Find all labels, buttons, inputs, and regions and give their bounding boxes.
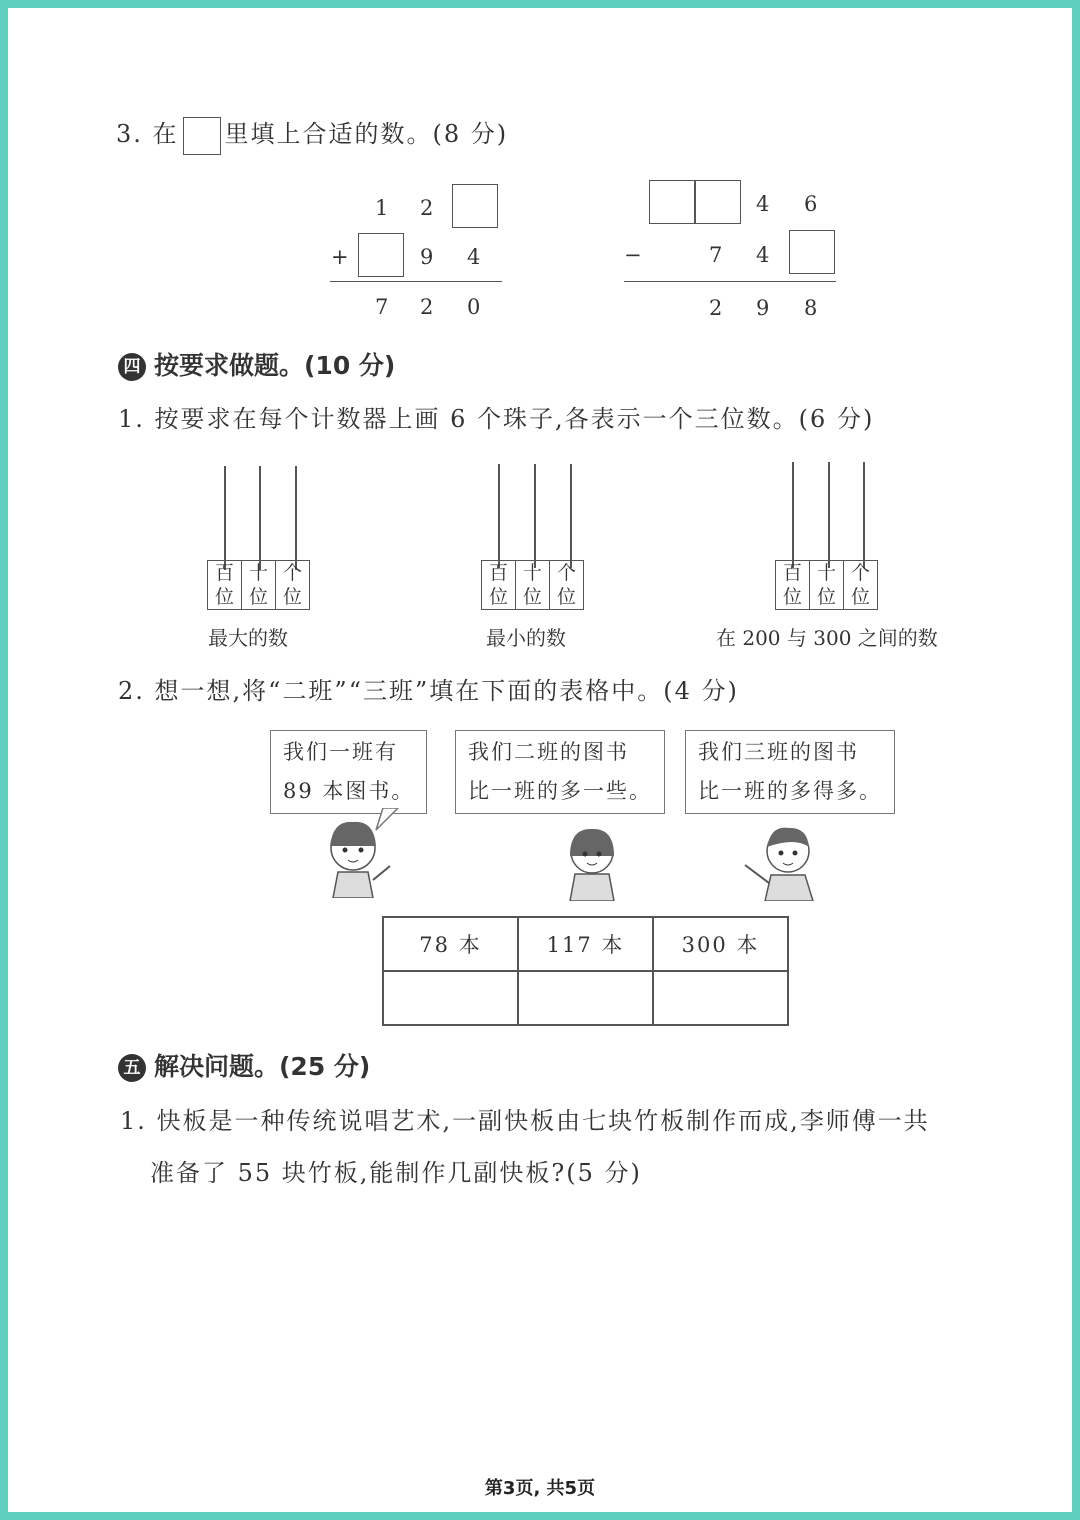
s4-q2-text: 2. 想一想,将“二班”“三班”填在下面的表格中。(4 分) xyxy=(118,677,739,705)
page-footer: 第3页, 共5页 xyxy=(484,1478,596,1499)
ones-label: 个 位 xyxy=(556,562,576,608)
abacus-rod[interactable] xyxy=(863,462,865,568)
hundreds-label: 百 位 xyxy=(482,561,516,609)
s5-q1-line2: 准备了 55 块竹板,能制作几副快板?(5 分) xyxy=(150,1159,642,1187)
worksheet-page xyxy=(8,8,1072,1512)
hundreds-label: 百 位 xyxy=(208,561,242,609)
speech-bubble-class3: 我们三班的图书 比一班的多得多。 xyxy=(685,730,895,814)
sub-digit: 4 xyxy=(756,192,770,216)
plus-sign: + xyxy=(331,245,349,269)
table-answer-cell[interactable] xyxy=(383,971,518,1025)
add-result-digit: 2 xyxy=(420,295,434,319)
table-answer-cell[interactable] xyxy=(653,971,788,1025)
tens-label: 十 位 xyxy=(810,561,844,609)
add-result-line xyxy=(330,281,502,282)
abacus-rod[interactable] xyxy=(792,462,794,568)
speech-bubble-class2: 我们二班的图书 比一班的多一些。 xyxy=(455,730,665,814)
book-count-table xyxy=(382,916,789,1026)
abacus-caption: 最大的数 xyxy=(208,626,288,650)
table-header-cell: 117 本 xyxy=(518,917,653,971)
sub-result-digit: 2 xyxy=(709,296,723,320)
table-header-cell: 300 本 xyxy=(653,917,788,971)
ones-label: 个 位 xyxy=(850,562,870,608)
sub-digit: 4 xyxy=(756,243,770,267)
sub-result-digit: 9 xyxy=(756,296,770,320)
abacus-rod[interactable] xyxy=(534,464,536,568)
minus-sign: − xyxy=(624,243,642,267)
add-digit: 2 xyxy=(420,196,434,220)
sub-result-line xyxy=(624,281,836,282)
place-value-labels xyxy=(207,560,310,610)
girl-two-illustration xyxy=(548,816,638,901)
sub-answer-box[interactable] xyxy=(649,180,695,224)
add-digit: 4 xyxy=(467,245,481,269)
abacus-caption: 在 200 与 300 之间的数 xyxy=(716,626,938,650)
add-digit: 9 xyxy=(420,245,434,269)
ones-label: 个 位 xyxy=(282,562,302,608)
add-result-digit: 7 xyxy=(375,295,389,319)
add-answer-box[interactable] xyxy=(452,184,498,228)
sub-answer-box[interactable] xyxy=(695,180,741,224)
abacus-rod[interactable] xyxy=(828,462,830,568)
abacus-rod[interactable] xyxy=(224,466,226,570)
sub-digit: 7 xyxy=(709,243,723,267)
section-title: 按要求做题。(10 分) xyxy=(154,351,396,380)
table-answer-cell[interactable] xyxy=(518,971,653,1025)
sub-result-digit: 8 xyxy=(804,296,818,320)
add-answer-box[interactable] xyxy=(358,233,404,277)
q3-instruction: 3. 在 里填上合适的数。(8 分) xyxy=(116,114,508,155)
table-header-cell: 78 本 xyxy=(383,917,518,971)
boy-illustration xyxy=(733,813,833,901)
s4-q1-text: 1. 按要求在每个计数器上画 6 个珠子,各表示一个三位数。(6 分) xyxy=(118,405,875,433)
abacus-rod[interactable] xyxy=(498,464,500,568)
add-digit: 1 xyxy=(375,196,389,220)
sub-digit: 6 xyxy=(804,192,818,216)
abacus-caption: 最小的数 xyxy=(486,626,566,650)
abacus-rod[interactable] xyxy=(570,464,572,568)
s5-q1-line1: 1. 快板是一种传统说唱艺术,一副快板由七块竹板制作而成,李师傅一共 xyxy=(120,1107,930,1135)
tens-label: 十 位 xyxy=(242,561,276,609)
tens-label: 十 位 xyxy=(516,561,550,609)
girl-one-illustration xyxy=(308,808,408,898)
section-title: 解决问题。(25 分) xyxy=(154,1052,371,1081)
speech-bubble-class1: 我们一班有 89 本图书。 xyxy=(270,730,427,814)
section-badge: 四 xyxy=(118,353,146,381)
hundreds-label: 百 位 xyxy=(776,561,810,609)
abacus-rod[interactable] xyxy=(259,466,261,570)
section-badge: 五 xyxy=(118,1054,146,1082)
add-result-digit: 0 xyxy=(467,295,481,319)
sample-blank-box xyxy=(183,117,221,155)
section-4-heading xyxy=(118,346,395,382)
abacus-rod[interactable] xyxy=(295,466,297,570)
place-value-labels xyxy=(481,560,584,610)
sub-answer-box[interactable] xyxy=(789,230,835,274)
section-5-heading xyxy=(118,1047,370,1083)
place-value-labels xyxy=(775,560,878,610)
